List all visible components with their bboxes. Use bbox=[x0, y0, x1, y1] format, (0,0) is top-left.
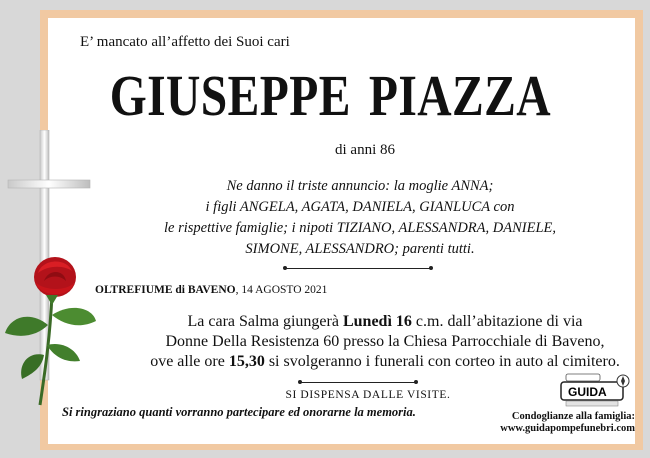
place-name: OLTREFIUME di BAVENO bbox=[95, 284, 236, 296]
announcement-line: SIMONE, ALESSANDRO; parenti tutti. bbox=[245, 241, 475, 257]
announcement bbox=[120, 176, 600, 260]
funeral-text: si svolgeranno i funerali con corteo in auto al cimitero. bbox=[264, 353, 620, 370]
age-text: di anni 86 bbox=[335, 142, 395, 158]
deceased-name bbox=[64, 62, 597, 129]
funeral-details bbox=[90, 312, 650, 372]
divider-line bbox=[300, 382, 416, 383]
visits-notice: SI DISPENSA DALLE VISITE. bbox=[285, 389, 451, 401]
last-name: PIAZZA bbox=[368, 63, 552, 128]
place-date bbox=[95, 284, 327, 296]
funeral-line: Donne Della Resistenza 60 presso la Chiesa Parrocchiale di Baveno, bbox=[165, 333, 605, 350]
website-link[interactable]: www.guidapompefunebri.com bbox=[500, 423, 635, 434]
condolences-label: Condoglianze alla famiglia: bbox=[511, 411, 635, 422]
date-text: , 14 AGOSTO 2021 bbox=[235, 284, 328, 296]
divider-dot bbox=[414, 380, 418, 384]
funeral-day: Lunedì 16 bbox=[342, 313, 412, 330]
funeral-text: La cara Salma giungerà bbox=[187, 313, 343, 330]
announcement-line: i figli ANGELA, AGATA, DANIELA, GIANLUCA con bbox=[205, 199, 515, 215]
funeral-text: c.m. dall’abitazione di via bbox=[411, 313, 583, 330]
divider-dot bbox=[283, 266, 287, 270]
first-name: GIUSEPPE bbox=[109, 63, 351, 128]
condolences-block bbox=[465, 411, 635, 435]
announcement-line: Ne danno il triste annuncio: la moglie ANNA; bbox=[226, 178, 494, 194]
logo-word: GUIDA bbox=[568, 385, 607, 399]
funeral-time: 15,30 bbox=[228, 353, 265, 370]
announcement-line: le rispettive famiglie; i nipoti TIZIANO, ALESSANDRA, DANIELE, bbox=[163, 220, 556, 236]
funeral-home-logo bbox=[560, 372, 630, 408]
divider-dot bbox=[298, 380, 302, 384]
funeral-line bbox=[90, 312, 650, 332]
intro-text: E’ mancato all’affetto dei Suoi cari bbox=[80, 34, 290, 50]
funeral-text: ove alle ore bbox=[150, 353, 229, 370]
funeral-line bbox=[90, 352, 650, 372]
divider-dot bbox=[429, 266, 433, 270]
thanks-text: Si ringraziano quanti vorranno partecipare ed onorarne la memoria. bbox=[62, 405, 416, 419]
divider-line bbox=[285, 268, 431, 269]
